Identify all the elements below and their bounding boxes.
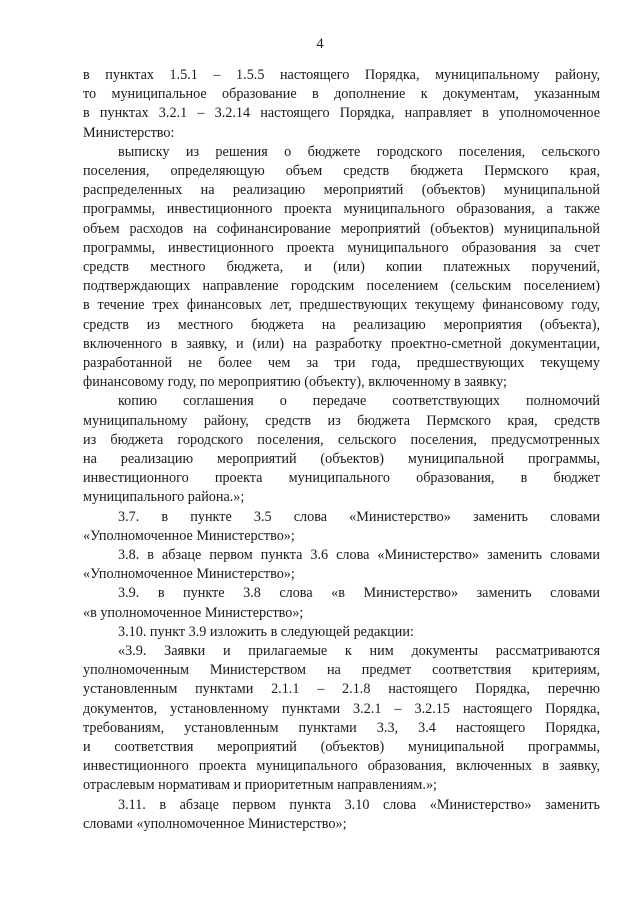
text-line: поселения, определяющую объем средств бюджета Пермского края,: [83, 163, 600, 179]
text-line: выписку из решения о бюджете городского поселения, сельского: [118, 143, 600, 160]
text-line: копию соглашения о передаче соответствующих полномочий: [118, 393, 600, 410]
text-line: Министерство:: [83, 124, 175, 141]
text-line: муниципальному району, средств из бюджета Пермского края, средств: [83, 412, 600, 429]
text-line: 3.11. в абзаце первом пункта 3.10 слова «Министерство» заменить: [118, 796, 600, 813]
text-line: средств местного бюджета, и (или) копии платежных поручений,: [83, 259, 600, 275]
text-line: отраслевым нормативам и приоритетным направлениям.»;: [83, 777, 437, 794]
text-line: 3.9. в пункте 3.8 слова «в Министерство» заменить словами: [118, 585, 600, 602]
text-line: 3.8. в абзаце первом пункта 3.6 слова «Министерство» заменить словами: [118, 547, 600, 563]
text-line: инвестиционного проекта муниципального образования, в бюджет: [83, 470, 600, 487]
text-line: объем расходов на софинансирование мероприятий (объектов) муниципальной: [83, 220, 600, 237]
text-line: программы, инвестиционного проекта муниципального образования, а также: [83, 201, 600, 218]
text-line: распределенных на реализацию мероприятий (объектов) муниципальной: [83, 182, 600, 199]
text-line: инвестиционного проекта муниципального образования, включенных в заявку,: [83, 758, 600, 775]
text-line: в течение трех финансовых лет, предшествующих текущему финансовому году,: [83, 297, 600, 314]
text-line: включенного в заявку, и (или) на разработку проектно-сметной документации,: [83, 335, 600, 352]
text-line: на реализацию мероприятий (объектов) муниципальной программы,: [83, 451, 600, 467]
text-line: «в уполномоченное Министерство»;: [83, 604, 304, 621]
text-line: разработанной не более чем за три года, предшествующих текущему: [83, 355, 600, 371]
text-line: средств из местного бюджета на реализацию мероприятия (объекта),: [83, 316, 600, 333]
text-line: финансовому году, по мероприятию (объекту), включенному в заявку;: [83, 374, 507, 391]
text-line: в пунктах 1.5.1 – 1.5.5 настоящего Порядка, муниципальному району,: [83, 67, 600, 83]
text-line: 3.10. пункт 3.9 изложить в следующей редакции:: [118, 623, 414, 640]
text-line: 3.7. в пункте 3.5 слова «Министерство» заменить словами: [118, 508, 600, 525]
text-line: в пунктах 3.2.1 – 3.2.14 настоящего Порядка, направляет в уполномоченное: [83, 105, 600, 122]
text-line: муниципального района.»;: [83, 489, 245, 506]
text-line: «Уполномоченное Министерство»;: [83, 527, 295, 544]
text-line: подтверждающих направление городским поселением (сельским поселением): [83, 278, 600, 295]
text-line: «Уполномоченное Министерство»;: [83, 566, 295, 583]
text-line: установленным пунктами 2.1.1 – 2.1.8 настоящего Порядка, перечню: [83, 681, 600, 698]
page-number: 4: [316, 36, 324, 52]
text-line: и соответствия мероприятий (объектов) муниципальной программы,: [83, 739, 600, 755]
text-line: уполномоченным Министерством на предмет соответствия критериям,: [83, 662, 600, 679]
text-line: документов, установленному пунктами 3.2.1 – 3.2.15 настоящего Порядка,: [83, 700, 600, 717]
text-line: программы, инвестиционного проекта муниципального образования за счет: [83, 239, 600, 256]
text-line: «3.9. Заявки и прилагаемые к ним документы рассматриваются: [118, 643, 600, 659]
text-line: словами «уполномоченное Министерство»;: [83, 815, 347, 832]
text-line: из бюджета городского поселения, сельского поселения, предусмотренных: [83, 431, 600, 448]
text-line: требованиям, установленным пунктами 3.3, 3.4 настоящего Порядка,: [83, 719, 600, 736]
text-line: то муниципальное образование в дополнение к документам, указанным: [83, 86, 600, 103]
